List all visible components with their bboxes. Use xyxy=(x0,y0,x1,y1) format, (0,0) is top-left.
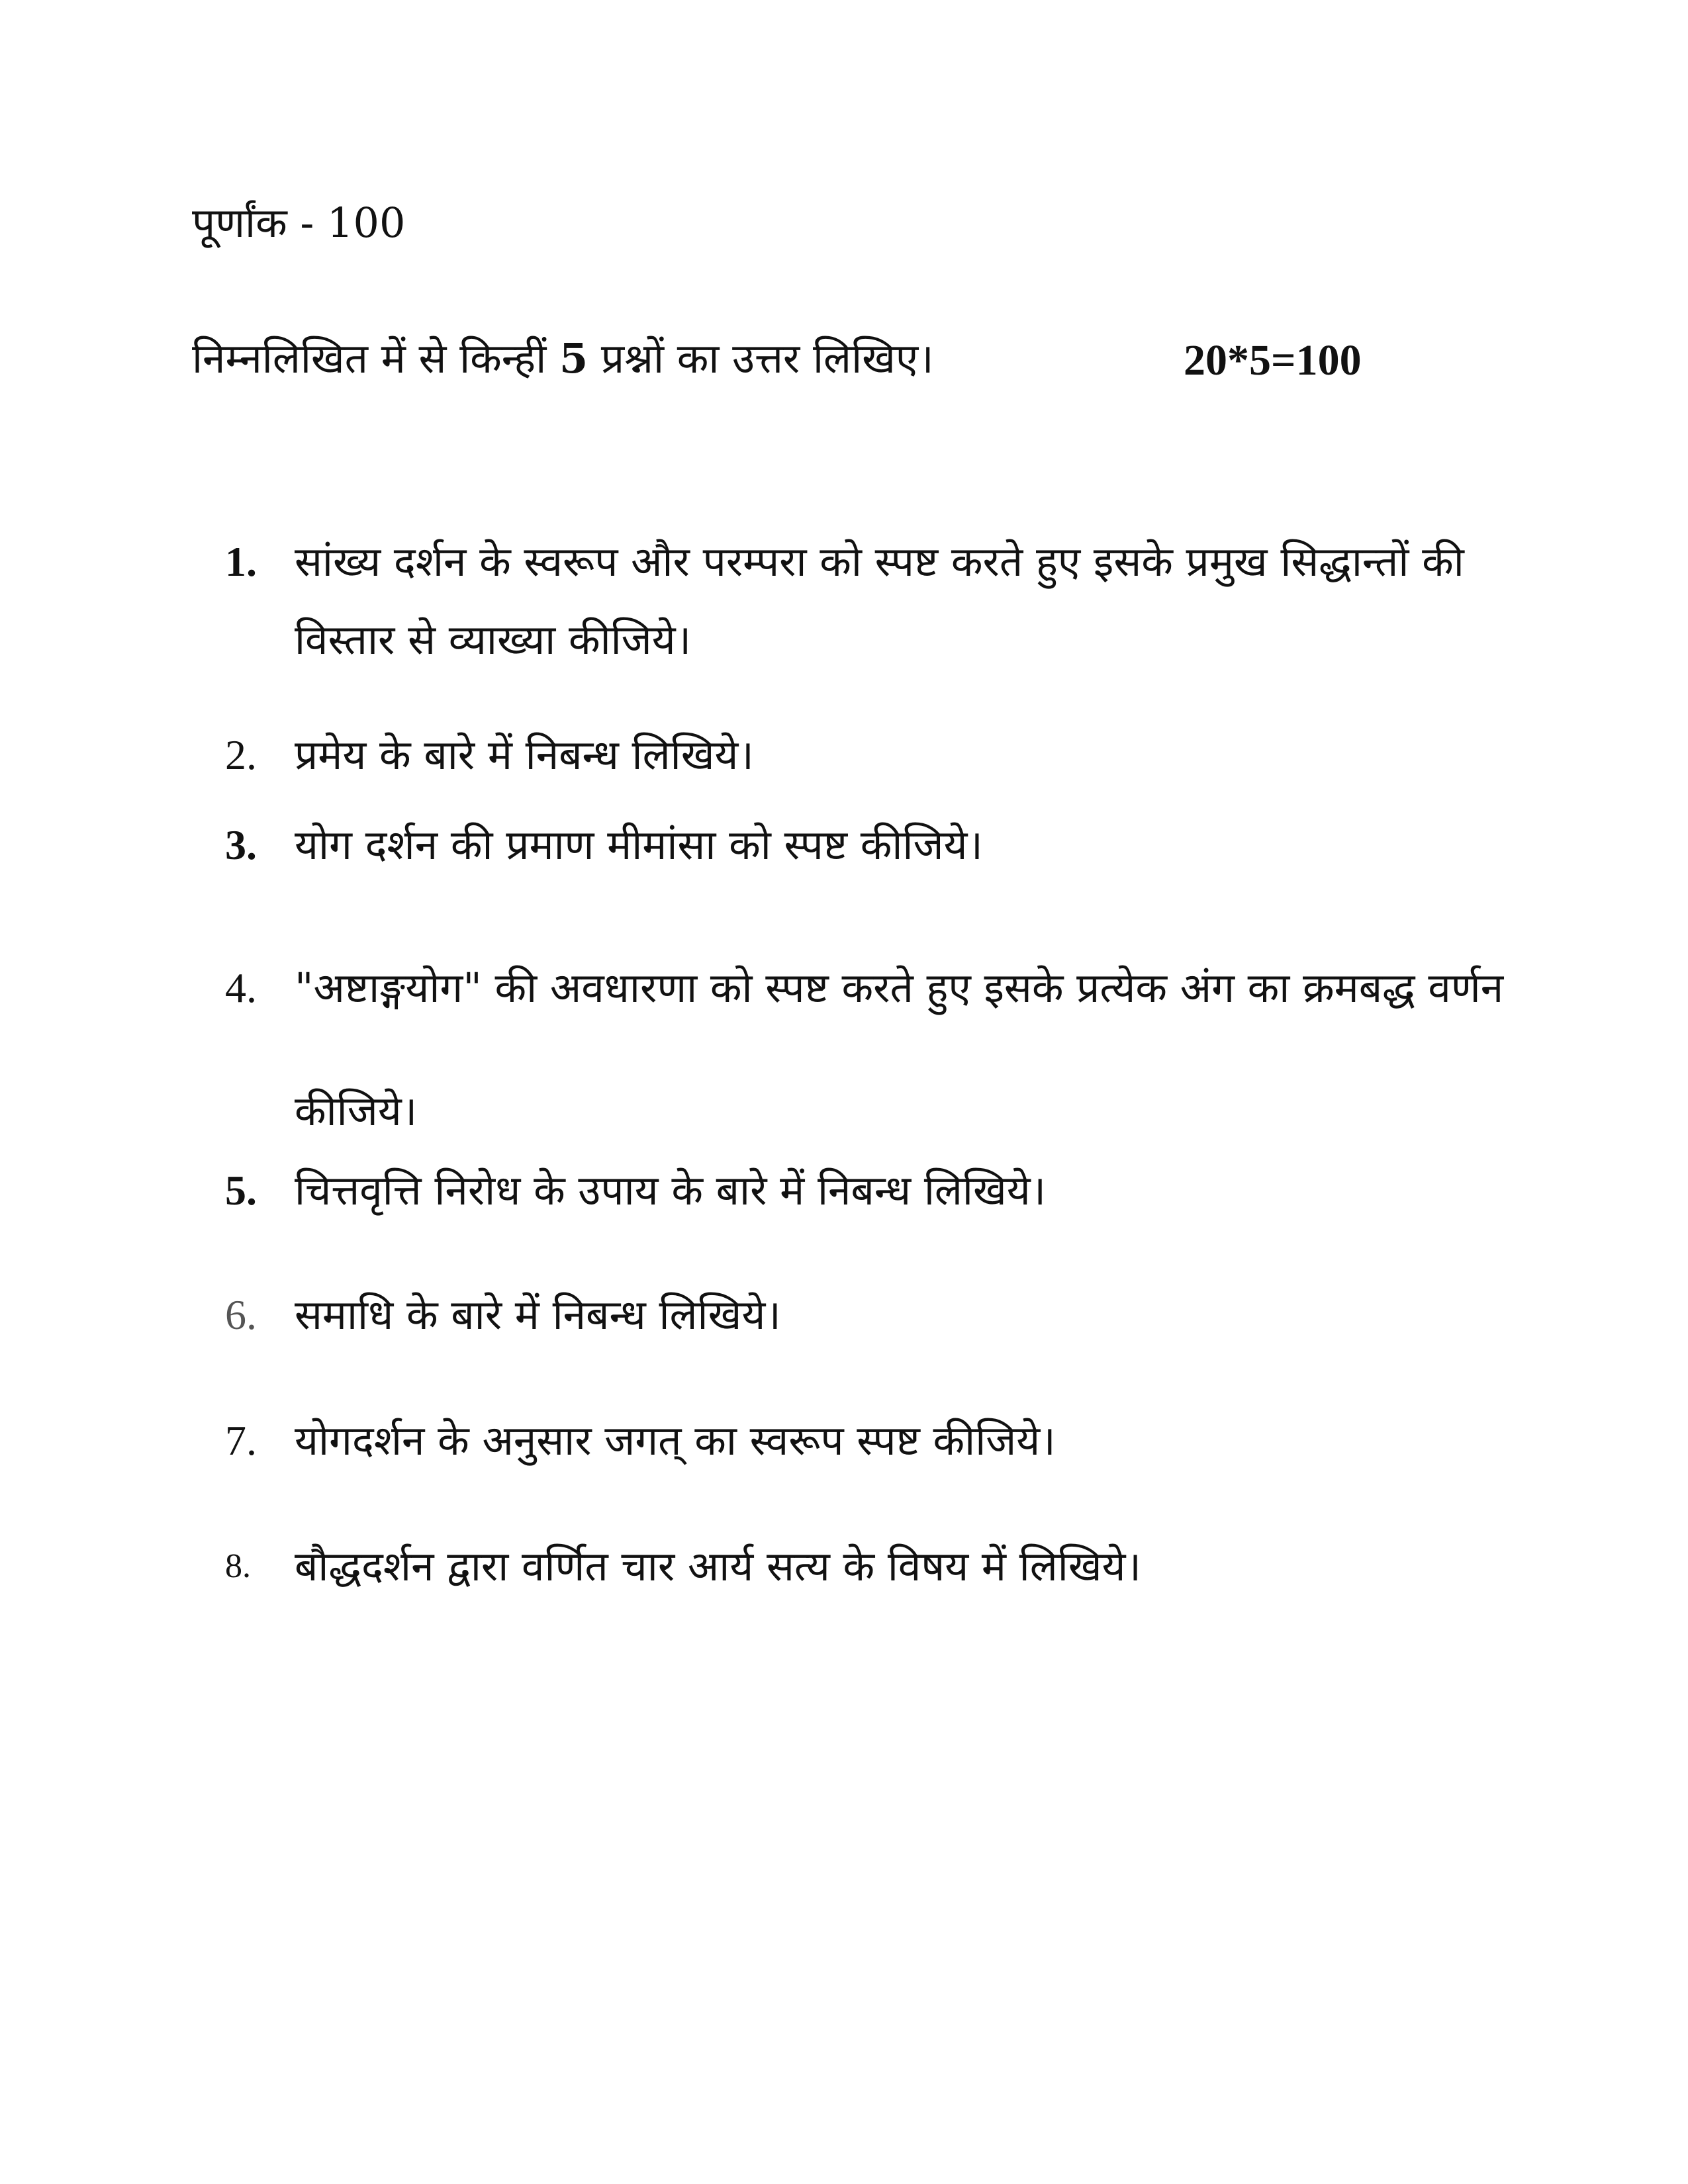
question-text: सांख्य दर्शन के स्वरूप और परम्परा को स्पष्ट करते हुए इसके प्रमुख सिद्धान्तों की विस्तार से व्याख्या कीजिये। xyxy=(295,537,1464,664)
question-text: "अष्टाङ्गयोग" की अवधारणा को स्पष्ट करते हुए इसके प्रत्येक अंग का क्रमबद्ध वर्णन कीजिये। xyxy=(295,964,1504,1135)
question-number: 3. xyxy=(225,821,257,868)
question-number: 5. xyxy=(225,1167,257,1214)
instruction-count: 5 xyxy=(559,334,588,383)
instruction-line xyxy=(192,334,1403,383)
question-text: समाधि के बारे में निबन्ध लिखिये। xyxy=(295,1291,781,1339)
marks-formula: 20*5=100 xyxy=(1184,336,1362,385)
question-number: 6. xyxy=(225,1291,257,1338)
question-text: योगदर्शन के अनुसार जगत् का स्वरूप स्पष्ट कीजिये। xyxy=(295,1416,1056,1465)
question-number: 7. xyxy=(225,1417,257,1464)
question-number: 4. xyxy=(225,964,257,1011)
question-number: 1. xyxy=(225,538,257,585)
instruction-text-after: प्रश्नों का उत्तर लिखिए। xyxy=(588,334,934,383)
question-number: 8. xyxy=(225,1547,251,1585)
instruction-text-before: निम्नलिखित में से किन्हीं xyxy=(192,334,559,383)
question-text: बौद्धदर्शन द्वारा वर्णित चार आर्य सत्य के विषय में लिखिये। xyxy=(295,1542,1141,1590)
question-text: प्रमेय के बारे में निबन्ध लिखिये। xyxy=(295,731,754,779)
question-number: 2. xyxy=(225,731,257,778)
max-marks: पूर्णांक - 100 xyxy=(192,199,406,247)
question-text: योग दर्शन की प्रमाण मीमांसा को स्पष्ट कीजिये। xyxy=(295,821,983,869)
question-text: चित्तवृत्ति निरोध के उपाय के बारे में निबन्ध लिखिये। xyxy=(295,1166,1047,1214)
